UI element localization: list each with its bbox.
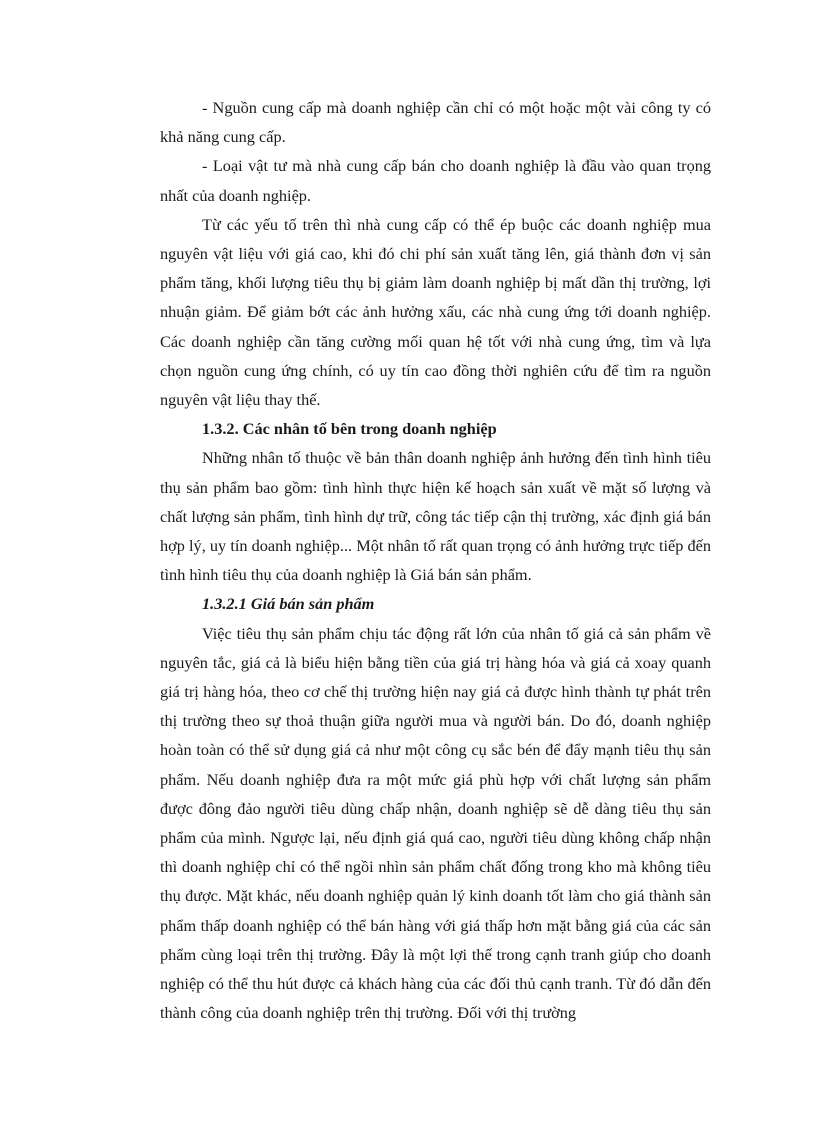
bullet-supplier-source: - Nguồn cung cấp mà doanh nghiệp cần chỉ có một hoặc một vài công ty có khả năng cung cấp. [160,98,711,147]
subsection-heading: 1.3.2.1 Giá bán sản phẩm [202,594,375,614]
bullet-supplier-material: - Loại vật tư mà nhà cung cấp bán cho doanh nghiệp là đầu vào quan trọng nhất của doanh nghiệp. [160,156,711,205]
document-page [160,93,711,1028]
paragraph-internal-factors: Những nhân tố thuộc về bản thân doanh nghiệp ảnh hưởng đến tình hình tiêu thụ sản phẩm bao gồm: tình hình thực hiện kế hoạch sản xuất về mặt số lượng và chất lượng sản phẩm, tình hình dự trữ, công tác tiếp cận thị trường, xác định giá bán hợp lý, uy tín doanh nghiệp... Một nhân tố rất quan trọng có ảnh hưởng trực tiếp đến tình hình tiêu thụ của doanh nghiệp là Giá bán sản phẩm. [160,448,711,585]
paragraph-supplier-pressure: Từ các yếu tố trên thì nhà cung cấp có thể ép buộc các doanh nghiệp mua nguyên vật liệu với giá cao, khi đó chi phí sản xuất tăng lên, giá thành đơn vị sản phẩm tăng, khối lượng tiêu thụ bị giảm làm doanh nghiệp bị mất dần thị trường, lợi nhuận giảm. Để giảm bớt các ảnh hưởng xấu, các nhà cung ứng tới doanh nghiệp. Các doanh nghiệp cần tăng cường mối quan hệ tốt với nhà cung ứng, tìm và lựa chọn nguồn cung ứng chính, có uy tín cao đồng thời nghiên cứu để tìm ra nguồn nguyên vật liệu thay thế. [160,214,711,410]
section-heading: 1.3.2. Các nhân tố bên trong doanh nghiệp [202,419,497,439]
paragraph-selling-price: Việc tiêu thụ sản phẩm chịu tác động rất lớn của nhân tố giá cả sản phẩm về nguyên tắc, giá cả là biểu hiện bằng tiền của giá trị hàng hóa và giá cả xoay quanh giá trị hàng hóa, theo cơ chế thị trường hiện nay giá cả được hình thành tự phát trên thị trường theo sự thoả thuận giữa người mua và người bán. Do đó, doanh nghiệp hoàn toàn có thể sử dụng giá cả như một công cụ sắc bén để đẩy mạnh tiêu thụ sản phẩm. Nếu doanh nghiệp đưa ra một mức giá phù hợp với chất lượng sản phẩm được đông đảo người tiêu dùng chấp nhận, doanh nghiệp sẽ dễ dàng tiêu thụ sản phẩm của mình. Ngược lại, nếu định giá quá cao, người tiêu dùng không chấp nhận thì doanh nghiệp chỉ có thể ngồi nhìn sản phẩm chất đống trong kho mà không tiêu thụ được. Mặt khác, nếu doanh nghiệp quản lý kinh doanh tốt làm cho giá thành sản phẩm thấp doanh nghiệp có thể bán hàng với giá thấp hơn mặt bằng giá của các sản phẩm cùng loại trên thị trường. Đây là một lợi thế trong cạnh tranh giúp cho doanh nghiệp có thể thu hút được cả khách hàng của các đối thủ cạnh tranh. Từ đó dẫn đến thành công của doanh nghiệp trên thị trường. Đối với thị trường [160,623,711,1023]
